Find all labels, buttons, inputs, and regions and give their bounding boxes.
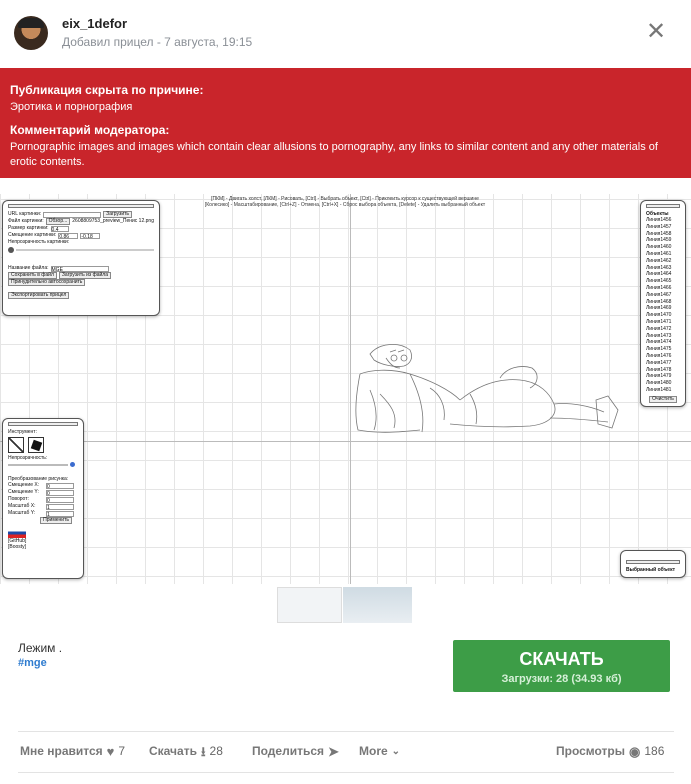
object-list-item: Линия1465: [646, 278, 672, 285]
objects-panel: Объекты Линия1456 Линия1457 Линия1458 Линия1459 Линия1460 Линия1461 Линия1462 Линия1463 Линия1464 Линия1465 Линия1466 Линия1467 Линия1468 Линия1469 Линия1470 Линия1471 Линия1472 Линия1473 Линия1474 Линия1475 Линия1476 Линия1477 Линия1478 Линия1479 Линия1480 Линия1481 Очистить: [640, 200, 686, 407]
views-counter: Просмотры ◉ 186: [556, 743, 665, 759]
object-list-item: Линия1468: [646, 298, 672, 305]
post-subtitle: Добавил прицел - 7 августа, 19:15: [62, 35, 253, 49]
username[interactable]: eix_1defor: [62, 16, 128, 31]
reason-text: Эротика и порнография: [10, 101, 133, 113]
object-list-item: Линия1466: [646, 284, 672, 291]
object-list-item: Линия1459: [646, 237, 672, 244]
thumbnail[interactable]: [343, 587, 412, 623]
object-list-item: Линия1469: [646, 305, 672, 312]
heart-icon: ♥: [106, 743, 115, 759]
object-list-item: Линия1456: [646, 217, 672, 223]
download-action[interactable]: Скачать ⭳ 28: [149, 743, 223, 759]
object-list-item: Линия1462: [646, 257, 672, 264]
post-header: [0, 0, 691, 68]
object-list-item: Линия1479: [646, 373, 672, 380]
comment-title: Комментарий модератора:: [10, 123, 170, 137]
object-list-item: Линия1458: [646, 230, 672, 237]
post-description: Лежим .: [18, 641, 63, 655]
object-list-item: Линия1474: [646, 339, 672, 346]
object-list-item: Линия1477: [646, 359, 672, 366]
download-icon: ⭳: [200, 743, 206, 759]
comment-text: Pornographic images and images which contain clear allusions to pornography, any links to similar content and any other materials of erotic contents.: [10, 141, 658, 168]
object-list-item: Линия1467: [646, 291, 672, 298]
download-button[interactable]: [453, 640, 670, 692]
image-thumbnails: [277, 587, 412, 623]
object-list-item: Линия1470: [646, 312, 672, 319]
transform-field-label: Поворот:: [8, 496, 29, 502]
image-settings-panel: URL картинки: Загрузить Файл картинки: Обзор... 2608809753_preview_Пенис 12.png Размер картинки: 0.4 Смещение картинки: 0.86 -0.18 Непрозрачность картинки: Название файла: MGE Сохранить в файл Загрузить из файла Принудительно автосохранить Экспортировать прицел: [2, 200, 160, 316]
object-list-item: Линия1480: [646, 380, 672, 387]
object-list-item: Линия1476: [646, 352, 672, 359]
object-list-item: Линия1471: [646, 318, 672, 325]
like-button[interactable]: Мне нравится ♥ 7: [20, 743, 126, 759]
object-list-item: Линия1473: [646, 332, 672, 339]
transform-field-label: Смещение X:: [8, 482, 40, 488]
post-tag[interactable]: #mge: [18, 657, 47, 669]
post-image[interactable]: [0, 194, 691, 584]
close-icon[interactable]: ✕: [646, 18, 667, 45]
transform-field-label: Масштаб Y:: [8, 510, 36, 516]
object-list-item: Линия1472: [646, 325, 672, 332]
chevron-down-icon: ⌄: [391, 745, 401, 757]
transform-field-label: Масштаб X:: [8, 503, 36, 509]
download-label: СКАЧАТЬ: [519, 649, 604, 669]
transform-field-input: 1: [46, 504, 74, 510]
more-button[interactable]: More ⌄: [359, 744, 401, 758]
reason-title: Публикация скрыта по причине:: [10, 83, 204, 97]
object-list-item: Линия1475: [646, 346, 672, 353]
object-list-item: Линия1461: [646, 250, 672, 257]
download-stats: Загрузки: 28 (34.93 кб): [501, 673, 622, 685]
editor-hint: [ПКМ] - Двигать холст, [ЛКМ] - Рисовать, [Ctrl] - Выбрать объект, [Ctrl] - Приклеить курсор к существующей вершине [Колесико] - Масштабирование, [Ctrl+Z] - Отмена, [Ctrl+X] - Сброс выбора объекта, [Delete] - Удалить выбранный объект: [204, 196, 486, 208]
object-list-item: Линия1460: [646, 244, 672, 251]
object-list-item: Линия1457: [646, 223, 672, 230]
avatar[interactable]: [14, 16, 48, 50]
transform-field-input: 1: [46, 511, 74, 517]
transform-field-label: Смещение Y:: [8, 489, 39, 495]
transform-field-input: 0: [46, 497, 74, 503]
share-button[interactable]: Поделиться ➤: [252, 743, 339, 759]
transform-field-input: 0: [46, 483, 74, 489]
send-icon: ➤: [328, 743, 339, 759]
crosshair-drawing: [350, 334, 630, 440]
object-list-item: Линия1478: [646, 366, 672, 373]
object-list-item: Линия1481: [646, 386, 672, 393]
transform-field-input: 0: [46, 490, 74, 496]
post-actions: [0, 740, 691, 764]
moderation-banner: [0, 68, 691, 178]
thumbnail[interactable]: [277, 587, 342, 623]
selected-object-panel: Выбранный объект: [620, 550, 686, 578]
eye-icon: ◉: [629, 743, 641, 759]
object-list-item: Линия1463: [646, 264, 672, 271]
object-list-item: Линия1464: [646, 271, 672, 278]
tools-panel: Инструмент: Непрозрачность: Преобразование рисунка: Смещение X: 0 Смещение Y: 0 Поворот: 0 Масштаб X: 1 Масштаб Y: 1 Применить [GitHub] [Boosty]: [2, 418, 84, 579]
